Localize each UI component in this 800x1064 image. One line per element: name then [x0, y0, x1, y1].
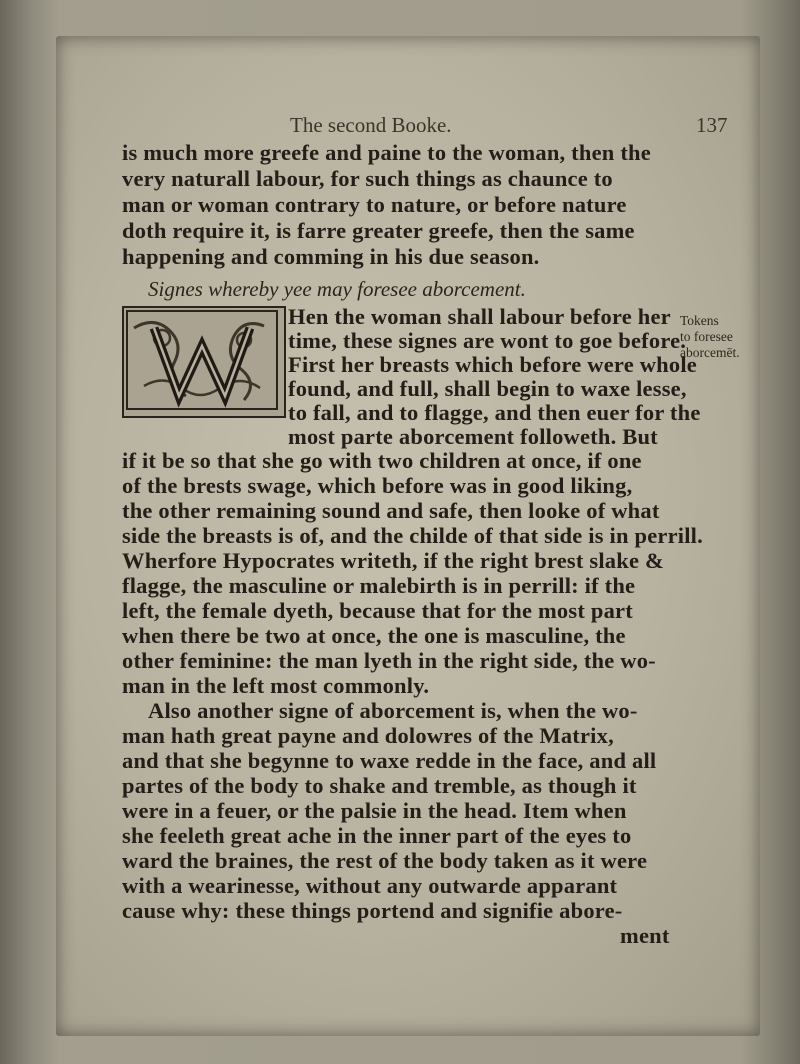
margin-note-line: aborcemēt.	[680, 345, 740, 360]
text-line: First her breasts which before were whole	[288, 352, 697, 377]
text-line: man in the left most commonly.	[122, 673, 430, 698]
text-line: Also another signe of aborcement is, when the wo-	[148, 698, 638, 723]
decorated-initial-w-icon	[122, 306, 286, 418]
running-head: The second Booke.	[290, 113, 452, 137]
text-line: Hen the woman shall labour before her	[288, 304, 671, 329]
text-line: with a wearinesse, without any outwarde apparant	[122, 873, 618, 898]
text-line: when there be two at once, the one is masculine, the	[122, 623, 626, 648]
text-line: is much more greefe and paine to the woman, then the	[122, 140, 651, 165]
text-line: she feeleth great ache in the inner part of the eyes to	[122, 823, 632, 848]
text-line: cause why: these things portend and signifie abore-	[122, 898, 623, 923]
text-line: flagge, the masculine or malebirth is in perrill: if the	[122, 573, 636, 598]
text-line: very naturall labour, for such things as chaunce to	[122, 166, 613, 191]
catchword: ment	[620, 923, 670, 948]
page-header	[0, 113, 800, 143]
text-line: man hath great payne and dolowres of the Matrix,	[122, 723, 614, 748]
text-line: if it be so that she go with two children at once, if one	[122, 448, 642, 473]
text-line: left, the female dyeth, because that for the most part	[122, 598, 633, 623]
text-line: other feminine: the man lyeth in the right side, the wo-	[122, 648, 656, 673]
margin-note-line: Tokens	[680, 313, 719, 328]
text-line: were in a feuer, or the palsie in the head. Item when	[122, 798, 627, 823]
text-line: found, and full, shall begin to waxe lesse,	[288, 376, 687, 401]
text-line: time, these signes are wont to goe before.	[288, 328, 687, 353]
text-line: man or woman contrary to nature, or before nature	[122, 192, 627, 217]
text-line: side the breasts is of, and the childe of that side is in perrill.	[122, 523, 703, 548]
text-line: and that she begynne to waxe redde in the face, and all	[122, 748, 657, 773]
text-line: happening and comming in his due season.	[122, 244, 540, 269]
text-line: doth require it, is farre greater greefe, then the same	[122, 218, 635, 243]
text-line: partes of the body to shake and tremble, as though it	[122, 773, 637, 798]
page-number: 137	[696, 113, 728, 137]
text-line: Wherfore Hypocrates writeth, if the right brest slake &	[122, 548, 664, 573]
section-subheading: Signes whereby yee may foresee aborcement.	[148, 277, 526, 301]
text-line: of the brests swage, which before was in good liking,	[122, 473, 633, 498]
text-line: most parte aborcement followeth. But	[288, 424, 658, 449]
margin-note-line: to foresee	[680, 329, 733, 344]
text-line: to fall, and to flagge, and then euer for the	[288, 400, 701, 425]
text-line: ward the braines, the rest of the body taken as it were	[122, 848, 648, 873]
text-line: the other remaining sound and safe, then looke of what	[122, 498, 660, 523]
